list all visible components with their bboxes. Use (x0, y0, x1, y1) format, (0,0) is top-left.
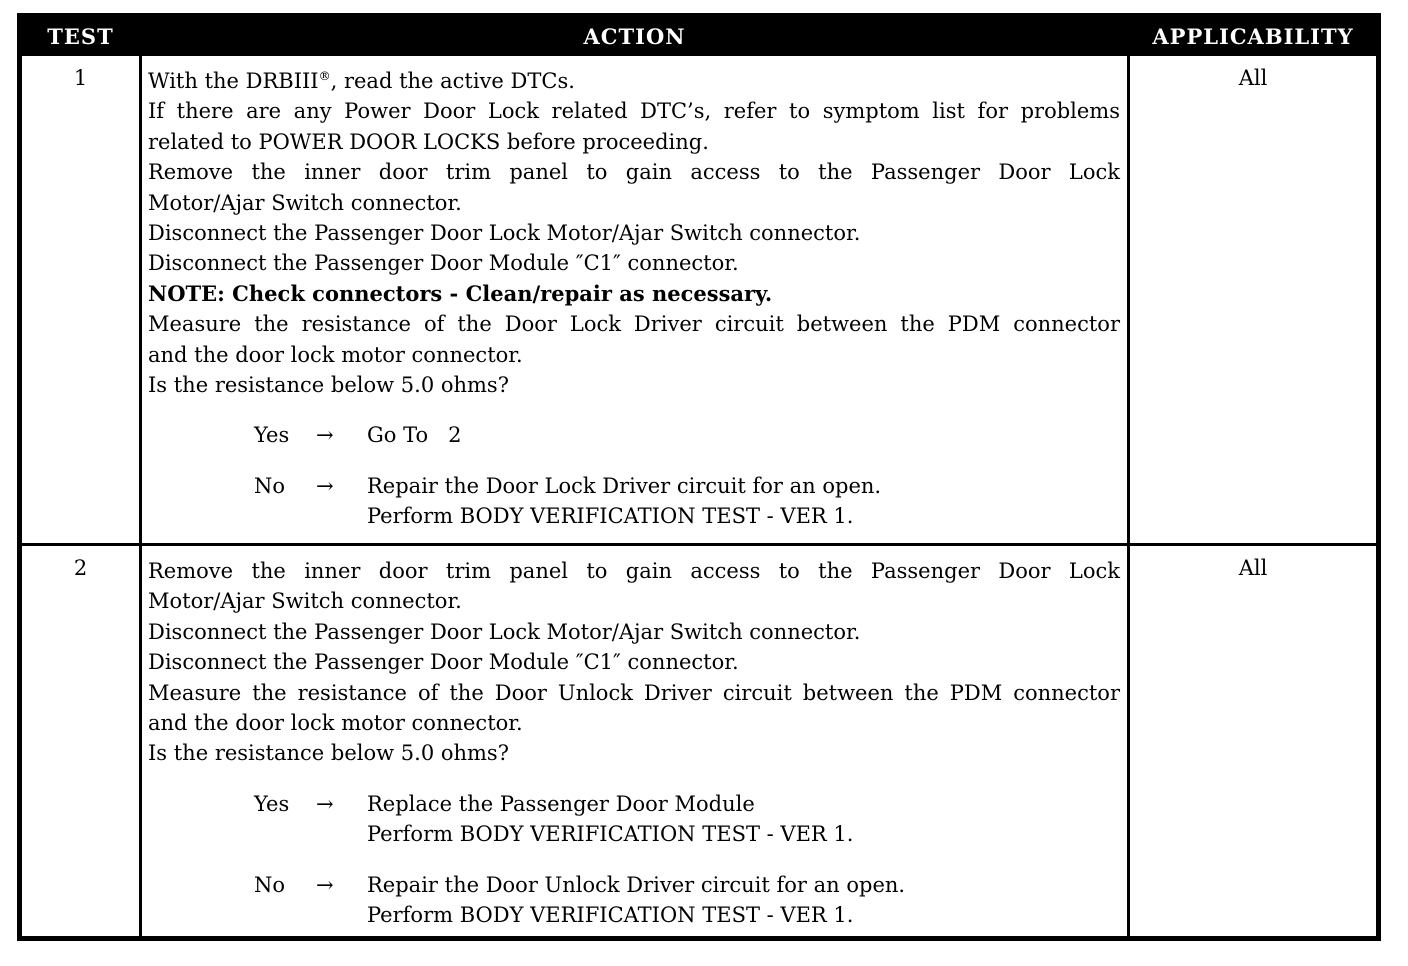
no-branch (148, 471, 1120, 532)
arrow-icon: → (316, 872, 334, 897)
action-line: Remove the inner door trim panel to gain access to the Passenger Door Lock (148, 559, 1120, 583)
action-line: Disconnect the Passenger Door Module ″C1″ connector. (148, 650, 739, 675)
result-line: Perform BODY VERIFICATION TEST - VER 1. (367, 504, 854, 529)
no-result (367, 471, 1120, 532)
no-result (367, 870, 1120, 931)
action-cell (148, 556, 1120, 930)
action-line: Remove the inner door trim panel to gain access to the Passenger Door Lock (148, 160, 1120, 185)
header-test: TEST (47, 24, 114, 49)
arrow-icon: → (316, 473, 334, 498)
applicability-value: All (1238, 556, 1268, 580)
action-line: With the DRBIII®, read the active DTCs. (148, 69, 575, 93)
yes-branch (148, 420, 1120, 450)
result-line: Repair the Door Lock Driver circuit for an open. (367, 473, 882, 498)
yes-result (367, 420, 1120, 450)
header-applicability: APPLICABILITY (1152, 24, 1354, 49)
arrow-icon: → (316, 791, 334, 816)
arrow-icon: → (316, 423, 334, 448)
no-branch (148, 870, 1120, 931)
table-row-2 (22, 546, 1376, 936)
action-line: related to POWER DOOR LOCKS before proceeding. (148, 129, 709, 154)
action-line: Measure the resistance of the Door Lock Driver circuit between the PDM connector (148, 312, 1120, 337)
question-line: Is the resistance below 5.0 ohms? (148, 741, 509, 766)
yes-branch (148, 789, 1120, 850)
registered-mark: ® (318, 69, 331, 83)
result-line: Perform BODY VERIFICATION TEST - VER 1. (367, 903, 854, 928)
question-line: Is the resistance below 5.0 ohms? (148, 373, 509, 398)
action-line: Motor/Ajar Switch connector. (148, 589, 462, 614)
action-line: Measure the resistance of the Door Unlock Driver circuit between the PDM connector (148, 680, 1120, 705)
test-number: 1 (73, 66, 88, 90)
result-line: Perform BODY VERIFICATION TEST - VER 1. (367, 822, 854, 847)
no-label: No (254, 473, 286, 498)
action-line: Disconnect the Passenger Door Lock Motor/Ajar Switch connector. (148, 221, 861, 246)
action-line: and the door lock motor connector. (148, 711, 523, 736)
yes-result (367, 789, 1120, 850)
result-line: Repair the Door Unlock Driver circuit for an open. (367, 872, 906, 897)
action-line: Disconnect the Passenger Door Lock Motor/Ajar Switch connector. (148, 619, 861, 644)
applicability-value: All (1238, 66, 1268, 90)
table-row-1 (22, 56, 1376, 543)
header-action: ACTION (583, 24, 686, 49)
result-line: Replace the Passenger Door Module (367, 791, 755, 816)
table-header (22, 18, 1376, 56)
action-line: Disconnect the Passenger Door Module ″C1″ connector. (148, 251, 739, 276)
test-number: 2 (73, 556, 88, 580)
note-line: NOTE: Check connectors - Clean/repair as necessary. (148, 280, 773, 306)
yes-label: Yes (254, 423, 290, 448)
action-line: and the door lock motor connector. (148, 342, 523, 367)
yes-label: Yes (254, 791, 290, 816)
action-line: If there are any Power Door Lock related DTC’s, refer to symptom list for problems (148, 99, 1120, 124)
action-line: Motor/Ajar Switch connector. (148, 190, 462, 215)
action-cell (148, 66, 1120, 532)
diagnostic-table (17, 13, 1381, 941)
result-line: Go To 2 (367, 423, 462, 448)
no-label: No (254, 872, 286, 897)
